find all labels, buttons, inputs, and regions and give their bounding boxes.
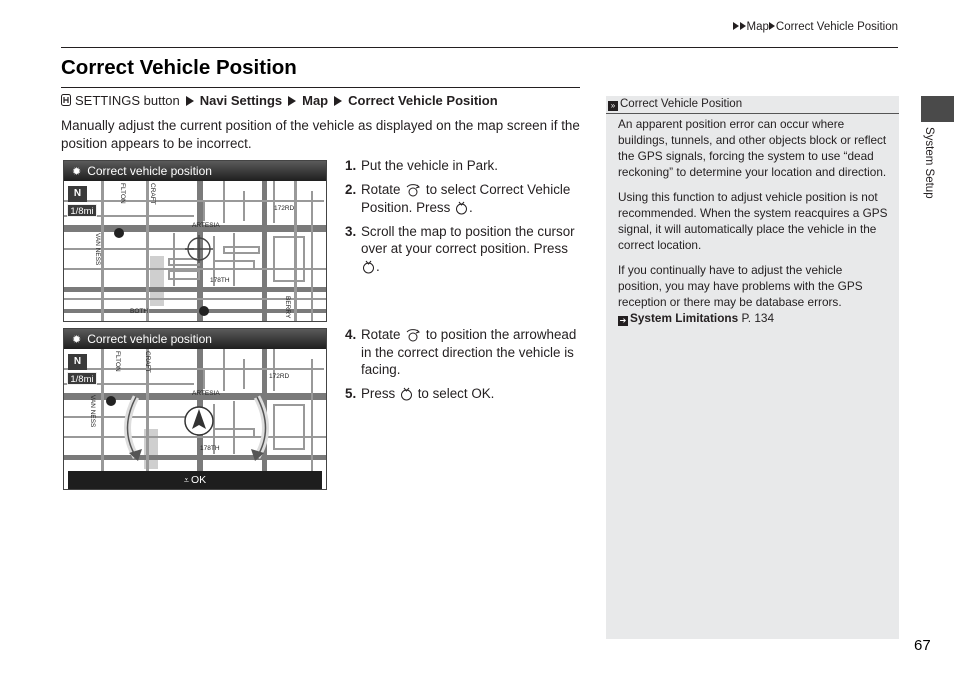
map-scale-badge: 1/8mi	[67, 204, 97, 217]
street-label: 172RD	[269, 373, 290, 380]
step-5-pre: Press	[361, 386, 396, 401]
sidebar-paragraph: If you continually have to adjust the vehicle position, you may have problems with the GPS reception or there may be database errors.	[618, 263, 863, 309]
press-enter-icon: ⩡	[183, 475, 189, 485]
breadcrumb-arrow-icon	[769, 22, 775, 30]
street-label: 178TH	[210, 277, 230, 284]
street-label: 172RD	[274, 205, 295, 212]
system-limitations-link[interactable]	[618, 310, 888, 326]
sidebar-header-label: Correct Vehicle Position	[620, 98, 743, 110]
section-label: System Setup	[923, 127, 935, 199]
step-3-end: .	[376, 258, 380, 274]
step-3-text: Scroll the map to position the cursor over at your correct position. Press	[361, 223, 575, 256]
step-3	[345, 223, 585, 276]
breadcrumb-arrow-icon	[740, 22, 746, 30]
rotate-knob-icon	[404, 183, 422, 197]
title-divider	[61, 87, 580, 88]
map-screenshot-cursor	[63, 160, 327, 322]
street-label: ARTESIA	[192, 390, 220, 397]
path-arrow-icon	[186, 96, 194, 106]
intro-paragraph: Manually adjust the current position of the vehicle as displayed on the map screen if the position appears to be incorrect.	[61, 118, 580, 151]
street-label: BERRY	[284, 296, 291, 319]
step-4	[345, 326, 585, 379]
press-enter-icon	[454, 200, 469, 215]
page-number: 67	[914, 637, 931, 654]
step-5-end: .	[490, 386, 495, 401]
home-icon	[61, 94, 71, 106]
step-4-text: to position the arrowhead in the correct direction the vehicle is facing.	[361, 327, 577, 377]
step-2-target: Correct Vehicle Position	[361, 182, 571, 215]
link-arrow-icon: ➔	[619, 316, 627, 325]
street-label: ARTESIA	[192, 222, 220, 229]
breadcrumb-arrow-icon	[733, 22, 739, 30]
step-2-pre: Rotate	[361, 182, 401, 197]
street-label: CRAFT	[144, 351, 151, 373]
step-text: Put the vehicle in Park.	[361, 158, 498, 173]
page-title: Correct Vehicle Position	[61, 56, 297, 79]
step-2	[345, 181, 585, 216]
link-page: P. 134	[741, 311, 775, 325]
steps-group-2	[345, 326, 585, 409]
menu-path	[61, 93, 498, 108]
street-label: 178TH	[200, 445, 220, 452]
gear-icon: ✹	[72, 166, 82, 178]
north-arrow-icon: N	[68, 354, 87, 370]
step-number: 3.	[345, 223, 357, 239]
map-scale-badge: 1/8mi	[67, 372, 97, 385]
header-divider	[61, 47, 898, 48]
link-label: System Limitations	[630, 311, 739, 325]
step-2-end: .	[469, 199, 473, 215]
step-1	[345, 157, 585, 175]
step-text	[361, 326, 585, 379]
step-number: 5.	[345, 386, 357, 401]
sidebar-note-body	[618, 116, 888, 326]
press-enter-icon	[361, 259, 376, 274]
path-arrow-icon	[334, 96, 342, 106]
step-2-mid: to select	[425, 182, 476, 197]
map-screenshot-arrowhead	[63, 328, 327, 490]
path-arrow-icon	[288, 96, 296, 106]
map-2-header-label: Correct vehicle position	[87, 332, 212, 346]
step-4-pre: Rotate	[361, 327, 401, 342]
sidebar-paragraph: Using this function to adjust vehicle position is not recommended. When the system reacquires a GPS signal, it will automatically place the vehicle in the correct location.	[618, 190, 888, 252]
street-label: BOTH	[130, 308, 149, 315]
step-number: 1.	[345, 158, 357, 173]
street-label: VAN NESS	[94, 233, 101, 266]
map-1-header-label: Correct vehicle position	[87, 164, 212, 178]
menu-navi-settings: Navi Settings	[199, 93, 283, 108]
section-tab	[921, 96, 954, 122]
street-label: CRAFT	[149, 183, 156, 205]
step-2-post: . Press	[408, 199, 451, 215]
street-label: VAN NESS	[89, 395, 96, 428]
map-ok-button[interactable]	[68, 471, 322, 489]
north-arrow-icon: N	[68, 186, 87, 202]
step-text	[361, 181, 585, 216]
note-marker-icon: »	[608, 101, 618, 111]
step-5-mid: to select	[417, 386, 468, 401]
press-enter-icon	[399, 386, 414, 401]
step-number: 4.	[345, 327, 357, 342]
ok-label: OK	[190, 474, 207, 486]
menu-correct-vehicle-position: Correct Vehicle Position	[348, 93, 498, 108]
steps-group-1	[345, 157, 585, 282]
breadcrumb	[733, 21, 898, 33]
sidebar-note-header	[606, 96, 899, 114]
sidebar-paragraph: An apparent position error can occur where buildings, tunnels, and other objects block or reflect the GPS signals, forcing the system to use “dead reckoning” to determine your location and direction.	[618, 117, 887, 179]
step-text	[361, 385, 585, 403]
breadcrumb-current: Correct Vehicle Position	[775, 21, 898, 33]
gear-icon: ✹	[72, 334, 82, 346]
breadcrumb-map[interactable]: Map	[746, 21, 769, 33]
step-5	[345, 385, 585, 403]
rotate-knob-icon	[404, 328, 422, 342]
settings-button-label: SETTINGS button	[75, 93, 180, 108]
street-label: FLTON	[114, 351, 121, 372]
map-2-street-labels	[64, 329, 327, 490]
menu-map: Map	[302, 93, 329, 108]
step-text	[361, 223, 585, 276]
step-number: 2.	[345, 182, 357, 197]
street-label: FLTON	[119, 183, 126, 204]
map-1-street-labels	[64, 161, 327, 322]
step-5-target: OK	[471, 386, 491, 401]
